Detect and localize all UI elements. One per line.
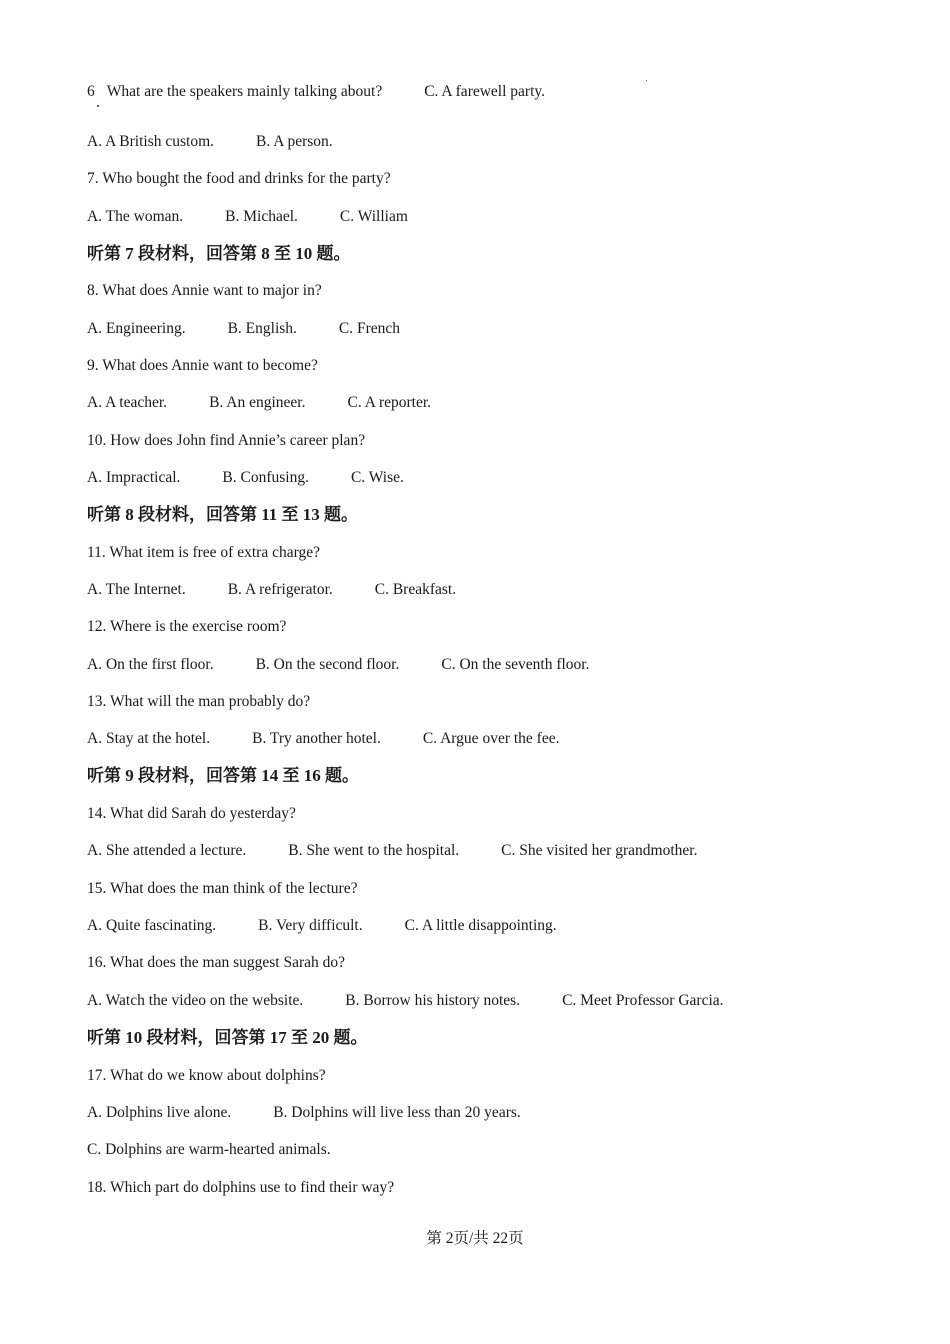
- option-b: B. She went to the hospital.: [288, 842, 460, 859]
- option-c: C. French: [338, 320, 401, 337]
- section-heading-8: 听第 8 段材料，回答第 11 至 13 题。: [87, 505, 359, 524]
- option-c: C. A farewell party.: [424, 83, 546, 100]
- option-a: A. Dolphins live alone.: [87, 1104, 232, 1121]
- options-11: [87, 580, 498, 600]
- question-7: 7. Who bought the food and drinks for the party?: [87, 170, 391, 187]
- section-heading-10: 听第 10 段材料，回答第 17 至 20 题。: [87, 1028, 368, 1047]
- option-b: B. Dolphins will live less than 20 years.: [273, 1104, 521, 1121]
- option-c: C. A reporter.: [347, 394, 432, 411]
- option-b: B. Borrow his history notes.: [345, 992, 521, 1009]
- question-12: 12. Where is the exercise room?: [87, 618, 287, 635]
- option-b: B. Confusing.: [222, 469, 309, 486]
- question-13: 13. What will the man probably do?: [87, 693, 311, 710]
- options-8: [87, 319, 442, 339]
- option-c: C. Breakfast.: [374, 581, 457, 598]
- options-15: [87, 916, 599, 936]
- option-c: C. Wise.: [350, 469, 404, 486]
- options-13: [87, 729, 601, 749]
- option-c: C. William: [339, 208, 408, 225]
- section-heading-7: 听第 7 段材料，回答第 8 至 10 题。: [87, 244, 351, 263]
- page-footer: 第 2页/共 22页: [426, 1230, 524, 1247]
- option-a: A. A British custom.: [87, 133, 215, 150]
- question-14: 14. What did Sarah do yesterday?: [87, 805, 296, 822]
- option-b: B. Very difficult.: [258, 917, 363, 934]
- option-a: A. On the first floor.: [87, 656, 214, 673]
- options-14: [87, 841, 739, 861]
- options-16: [87, 991, 766, 1011]
- stray-dot: [97, 105, 99, 107]
- option-b: B. A refrigerator.: [227, 581, 333, 598]
- question-18: 18. Which part do dolphins use to find their way?: [87, 1179, 395, 1196]
- option-b: B. Try another hotel.: [252, 730, 381, 747]
- option-b: B. A person.: [256, 133, 333, 150]
- option-c: C. Argue over the fee.: [422, 730, 560, 747]
- option-c-17: C. Dolphins are warm-hearted animals.: [87, 1141, 331, 1158]
- question-11: 11. What item is free of extra charge?: [87, 544, 320, 561]
- question-10: 10. How does John find Annie’s career plan?: [87, 432, 366, 449]
- question-6: [87, 82, 545, 102]
- option-c: C. On the seventh floor.: [441, 656, 590, 673]
- question-text: What are the speakers mainly talking about?: [106, 83, 383, 100]
- question-15: 15. What does the man think of the lecture?: [87, 880, 358, 897]
- option-c: C. She visited her grandmother.: [501, 842, 698, 859]
- options-12: [87, 655, 631, 675]
- option-a: A. Impractical.: [87, 469, 181, 486]
- stray-dot: [646, 80, 647, 81]
- option-a: A. A teacher.: [87, 394, 168, 411]
- option-c: C. A little disappointing.: [404, 917, 557, 934]
- option-c: C. Meet Professor Garcia.: [562, 992, 724, 1009]
- options-9: [87, 393, 473, 413]
- question-16: 16. What does the man suggest Sarah do?: [87, 954, 345, 971]
- options-6: [87, 132, 375, 152]
- question-8: 8. What does Annie want to major in?: [87, 282, 322, 299]
- option-a: A. Stay at the hotel.: [87, 730, 211, 747]
- option-b: B. On the second floor.: [255, 656, 400, 673]
- option-a: A. Engineering.: [87, 320, 186, 337]
- question-number: 6: [87, 83, 95, 100]
- options-7: [87, 207, 450, 227]
- option-b: B. English.: [227, 320, 297, 337]
- option-b: B. An engineer.: [209, 394, 306, 411]
- option-a: A. The Internet.: [87, 581, 186, 598]
- question-17: 17. What do we know about dolphins?: [87, 1067, 326, 1084]
- options-10: [87, 468, 446, 488]
- option-b: B. Michael.: [225, 208, 298, 225]
- question-9: 9. What does Annie want to become?: [87, 357, 318, 374]
- options-17: [87, 1103, 563, 1123]
- section-heading-9: 听第 9 段材料，回答第 14 至 16 题。: [87, 766, 359, 785]
- option-a: A. She attended a lecture.: [87, 842, 247, 859]
- option-a: A. Watch the video on the website.: [87, 992, 304, 1009]
- option-a: A. Quite fascinating.: [87, 917, 217, 934]
- option-a: A. The woman.: [87, 208, 184, 225]
